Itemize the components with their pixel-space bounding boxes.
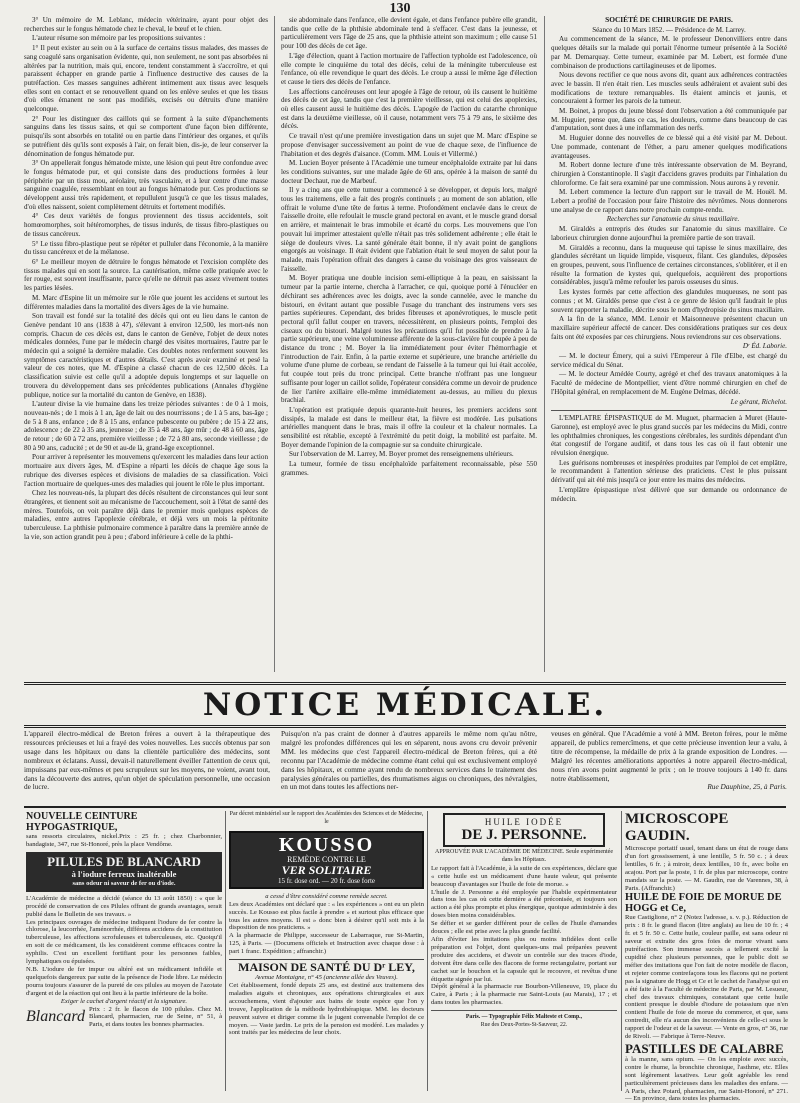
paragraph: M. Giraldès a entrepris des études sur l'anatomie du sinus maxillaire. Ce laborieux chirurgien donne aujourd'hui la première partie de son travail. [551, 225, 787, 242]
ad-paragraph: Microscope portatif usuel, tenant dans un étui de rouge dans d'un fort grossissement, à une lentille, 5 fr. 50 c. ; à deux lentilles, 6 fr. ; à miroir, deux lentilles, 10 fr., avec boîte en acajou. Port par la poste, 1 fr. de plus par microscope, contre mandats sur la poste. — M. Gaudin, rue de Varennes, 38, à Paris. (Affranchir.) [625, 845, 788, 892]
paragraph: Il y a cinq ans que cette tumeur a commencé à se développer, et depuis lors, malgré tous les traitemens, elle a fait des progrès continuels ; au moment de son ablation, elle offrait le volume d'une tête de fœtus à terme. Profondément enclavée dans le creux de l'aisselle droite, elle refoulait le muscle grand pectoral en avant, et le muscle grand dorsal en arrière, et maintenait le bras immobile et écarté du corps. Les mouvemens que l'on pouvait lui imprimer attestaient qu'elle n'était pas très solidement adhérente ; elle était le siège de douleurs vives. La santé générale était bonne, il n'y avait point de ganglions engorgés au voisinage. Il était évident que l'ablation était le seul moyen de salut pour la malade, mais l'opération offrait des dangers à cause du voisinage des gros vaisseaux de l'aisselle. [281, 186, 537, 273]
paragraph: Chez les nouveau-nés, la plupart des décès résultent de circonstances qui leur sont étrangères, et tiennent soit au mécanisme de l'accouchement, soit à l'état de santé des mères. Toutefois, on voit paraître déjà dans le premier mois quelques espèces de maladies, entre autres l'apoplexie cérébrale, et déjà vers un mois la péritonite tuberculeuse. La phthisie pulmonaire commence à paraître dans la première année de la vie, son action grandit peu à peu ; d'abord inférieure à celle de la phthi- [24, 489, 268, 541]
ad-tagline: a cessé d'être considéré comme remède secret. [265, 892, 388, 900]
ad-header: Par décret ministériel sur le rapport des Académies des Sciences et de Médecine, le [229, 811, 424, 825]
paragraph: sie abdominale dans l'enfance, elle devient égale, et dans l'enfance pubère elle grandit, tandis que celle de la phthisie abdominale tend à s'effacer. C'est dans la jeunesse, et particulièrement vers l'âge de 25 ans, que la phthisie atteint son maximum ; elle cause 51 pour 100 des décès de cet âge. [281, 16, 537, 51]
paragraph: M. Giraldès a reconnu, dans la muqueuse qui tapisse le sinus maxillaire, des glandules sécrétant un liquide limpide, visqueux, filant. Ces glandules, déposées en groupes, peuvent, sous l'influence de certaines circonstances, s'oblitérer, et il en résulte la formation de kystes qui, quelquefois, acquièrent des proportions considérables, jusqu'à même refouler les parois osseuses du sinus. [551, 243, 787, 287]
notice-title: NOTICE MÉDICALE. [202, 687, 608, 723]
ad-paragraph: Le rapport fait à l'Académie, à la suite de ces expériences, déclare que « cette huile est un médicament d'une haute valeur, qui présente beaucoup d'avantages sur l'huile de foie de morue. » [431, 864, 617, 888]
maison-title: MAISON DE SANTÉ DU Dʳ LEY, [229, 959, 424, 974]
paragraph: 6° Le meilleur moyen de détruire le fongus hématode et l'excision complète des tissus malades qui en sont la source. La cautérisation, même celle pratiquée avec le fer rouge, est souvent insuffisante, parce qu'elle ne détruit pas assez vivement toutes les parties lésées. [24, 257, 268, 293]
column-1 [24, 16, 268, 672]
paragraph: L'âge d'élection, quant à l'action mortuaire de l'affection typhoïde est l'adolescence, où elle compte le cinquième du total des décès, celui de la méningite tuberculeuse est l'enfance, où elle revendique le quart des décès. Le croup a aussi le même âge d'élection et cause le tiers des décès de l'enfance. [281, 51, 537, 86]
paragraph: Au commencement de la séance, M. le professeur Denonvilliers entre dans quelques détails sur la malade qui portait l'énorme tumeur présentée à la Société par M. Demarquay. Cette tumeur, examinée par M. Lebert, est formée d'une combinaison de productions cartilagineuses et de lipomes. [551, 35, 787, 70]
microscope-title: MICROSCOPE GAUDIN. [625, 811, 729, 844]
ad-paragraph: Les guérisons nombreuses et inespérées produites par l'emploi de cet emplâtre, le recommandent à l'attention sérieuse des praticiens. C'est le plus puissant dérivatif qui ait été mis jusqu'à ce jour entre les mains des médecins. [551, 458, 787, 485]
pastilles-title: PASTILLES DE CALABRE [625, 1040, 784, 1056]
imprint: Paris. — Typographie Félix Malteste et Comp., [465, 1014, 583, 1021]
blancard-line: à l'iodure ferreux inaltérable [71, 868, 177, 879]
ad-microscope-hogg [625, 811, 788, 1103]
column-3 [551, 16, 787, 672]
paragraph: L'auteur résume son mémoire par les propositions suivantes : [32, 34, 206, 43]
ad-paragraph: Se défier et se garder différent pour de celles de l'huile d'amandes douces ; elle est prise avec la plus grande facilité. [431, 920, 617, 936]
ad-divider [427, 811, 428, 1091]
paragraph: A la fin de la séance, MM. Lenoir et Maisonneuve présentent chacun un maxillaire supérieur affecté de cancer. Des considérations pratiques sur ces deux faits ont été exposées par ces chirurgiens. Nous reviendrons sur ces observations. [551, 315, 787, 341]
ad-paragraph: Rue Castiglione, n° 2 (Notez l'adresse, s. v. p.). Réduction de prix : 8 fr. le grand flacon (litre anglais) au lieu de 10 fr. ; 4 fr. et 5 fr. 50 c. Cette huile, couleur paille, est sans odeur ni saveur et extraite des gros foies de morue vivant sans putréfaction. Son immense succès a tellement excité la cupidité chez plusieurs personnes, que le public doit se méfier des imitations que l'on fait de notre modèle de flacon, et rejeter comme contrefaçons tous les flacons qui ne portent pas la signature de Hogg et Ce et le cachet de l'analyse qui en a été faite à la Faculté de médecine de Paris, par M. Lesueur, chef des travaux chimiques, constatant que cette huile contient presque le double d'iodure de potassium que n'en contient l'huile de foie de morue du commerce, et que, sans contredit, elle n'a aucun des inconvéniens de celle-ci sous le rapport de l'odeur et de la saveur. — Vente en gros, n° 36, rue de Rivoli. — Fabrique à Terre-Neuve. [625, 914, 788, 1041]
huile-brand: DE J. PERSONNE. [461, 827, 587, 843]
huile-title: HUILE IODÉE [484, 817, 564, 827]
paragraph: M. Boinet, à propos du jeune blessé dont l'observation a été communiquée par M. Huguier, pense que, dans ce cas, les douleurs, comme dans beaucoup de cas d'amputation, sont dues à une inflammation des nerfs. [551, 107, 787, 133]
ad-paragraph: Exiger le cachet d'argent réactif et la signature. [60, 997, 188, 1005]
paragraph: 2° Pour les distinguer des caillots qui se forment à la suite d'épanchements sanguins dans les tissus sains, et qui se comportent d'une façon bien différente, puisqu'ils sont absorbés en totalité ou en partie dans l'intérieur des organes, et qu'ils se putréfient dès qu'ils sont exposés à l'air, on ferait bien, dis-je, de leur conserver la dénomination de fongus hématode pur. [24, 114, 268, 158]
blancard-title: PILULES DE BLANCARD [47, 853, 201, 869]
ad-subtitle: sans ressorts circulaires, nickel.Prix : 25 fr. ; chez Charbonnier, bandagiste, 347, rue St-Honoré, près la place Vendôme. [26, 833, 222, 848]
ad-kousso-ley [229, 811, 424, 1091]
ad-paragraph: A la pharmacie de Philippe, successeur de Labarraque, rue St-Martin, 125, à Paris. — (Documens officiels et Instruction avec chaque dose : à part 1 franc. Expédition ; affranchir.) [229, 932, 424, 956]
ad-paragraph: Cet établissement, fondé depuis 25 ans, est destiné aux traitemens des maladies aiguës et chroniques, aux opérations chirurgicales et aux accouchemens, vient d'ajouter aux bains de toute espèce que l'on y trouve, l'application de la méthode hydrothérapique. MM. les docteurs peuvent suivre et diriger comme ils le jugent convenable l'emploi de ce moyen. — Vaste jardin. Le prix de la pension est modéré. Les malades y sont traités par les médecins de leur choix. [229, 981, 424, 1037]
paragraph: M. Lucien Boyer présente à l'Académie une tumeur encéphaloïde extraite par lui dans les conditions suivantes, sur une malade âgée de 60 ans, opérée à la maison de santé du docteur Dechaut, rue de Marbeuf. [281, 159, 537, 185]
ad-paragraph: L'huile de J. Personne a été employée par l'habile expérimentateur dans tous les cas où cette dernière a été préconisée, et toujours son action a été plus prompte et plus énergique, quoique administrée à des doses bien moins considérables. [431, 888, 617, 920]
paragraph: M. Marc d'Espine lit un mémoire sur le rôle que jouent les accidens et surtout les différentes maladies dans la mortalité des divers âges de la vie humaine. [24, 293, 268, 311]
ad-paragraph: N.B. L'iodure de fer impur ou altéré est un médicament infidèle et quelquefois dangereux par suite de la présence de l'iode libre. Le médecin pourra toujours s'assurer de la pureté de ces pilules au moyen de l'azotate d'argent et de la réaction qui ont lieu à la partie inférieure de la boîte. [26, 965, 222, 997]
paragraph: L'opération est pratiquée depuis quarante-huit heures, les premiers accidens sont dissipés, la malade est dans le meilleur état, la fièvre est modérée. Les pulsations artérielles manquent dans le bras, mais il offre la couleur et la chaleur normales. La sensibilité est rétablie, excepté à l'extrémité du petit doigt, la mobilité est parfaite. M. Boyer demande l'opinion de la compagnie sur sa conduite chirurgicale. [281, 405, 537, 449]
paragraph: Ce travail n'est qu'une première investigation dans un sujet que M. Marc d'Espine se propose d'envisager successivement au point de vue de chaque sexe, de l'influence de l'habitation et des degrés d'aisance. (Comm. MM. Louis et Villermé.) [281, 132, 537, 158]
kousso-line: REMÈDE CONTRE LE [287, 854, 366, 864]
ad-paragraph: Les deux Académies ont déclaré que : « les expériences » ont eu un plein succès. Le Kousso est plus facile à prendre » et surtout plus efficace que tous les autres moyens. Il est » donc bien à désirer qu'il soit mis à la disposition de nos praticiens. » [229, 900, 424, 932]
gerant-signature: Le gérant, Richelot. [730, 397, 787, 406]
page-number: 130 [389, 1, 411, 16]
ad-ceinture-blancard [26, 811, 222, 1091]
column-divider [274, 16, 275, 672]
paragraph: Nous devons rectifier ce que nous avons dit, quant aux adhérences contractées avec le bassin. Il n'en était rien. Les muscles seuls adhéraient et avaient subi des modifications de texture remarquables. Ils étaient amincis et jaunis, et concouraient à former les parois de la tumeur. [551, 71, 787, 106]
ad-divider [225, 811, 226, 1091]
ad-paragraph: Dépôt général à la pharmacie rue Bourbon-Villeneuve, 19, place du Caire, à Paris ; à la pharmacie rue Saint-Louis (au Marais), 17 ; et dans toutes les pharmacies. [431, 983, 617, 1007]
ad-paragraph: Afin d'éviter les imitations plus ou moins infidèles dont celle préparation est l'objet, dont quelques-uns mal préparées peuvent produire des accidens, et d'avoir un contrôle sur des traces d'iode, doivent être dans celle des flacons de forme rectangulaire, portant sur cachet sur le bouchon et la capsule qui le recouvre, et revêtus d'une étiquette signée par lui. [431, 935, 617, 983]
ad-paragraph: L'EMPLATRE ÉPISPASTIQUE de M. Muguet, pharmacien à Muret (Haute-Garonne), est employé avec le plus grand succès par les médecins du Midi, contre les ophthalmies chroniques, les congestions cérébrales, les surdités dépendant d'un état congestif de l'organe auditif, et dans tous les cas où il faut obtenir une révulsion énergique. [551, 414, 787, 458]
column-divider [544, 16, 545, 672]
paragraph: 1° Il peut exister au sein ou à la surface de certains tissus malades, des masses de sang coagulé sans organisation évidente, qui, non seulement, ne sont pas absorbées ni altérées par la nutrition, mais qui, encore, tendent constamment à s'accroître, et qui paraissent échapper en grande partie à l'influence destructive des causes de la putréfaction. Ces masses sanguines adhèrent intimement aux tissus avec lesquels elles sont en contact et se renouvellent quand on les enlève seules et que les tissus d'où elles émanent ne sont pas modifiés, excisés ou détruits d'une manière quelconque. [24, 44, 268, 114]
paragraph: La tumeur, formée de tissu encéphaloïde parfaitement reconnaissable, pèse 550 grammes. [281, 460, 537, 477]
notice-col-2: Puisqu'on n'a pas craint de donner à d'autres appareils le même nom qu'au nôtre, malgré les profondes différences qui les en séparent, nous avons cru devoir prévenir MM. les médecins que c'est l'appareil électro-médical de Breton frères, qui a été reconnu par l'Académie de médecine comme étant celui qui est exclusivement employé dans les hôpitaux, et comme ayant rendu de nombreux services dans le traitement des paralysies générales ou partielles, des rhumatismes aigus ou chroniques, des névralgies, en un mot dans toutes les affections ner- [281, 729, 537, 792]
huile-banner [443, 813, 605, 847]
ad-paragraph: L'emplâtre épispastique n'est délivré que sur demande ou ordonnance de médecin. [551, 485, 787, 503]
blancard-line: sans odeur ni saveur de fer ou d'iode. [72, 879, 176, 887]
paragraph: Son travail est fondé sur la totalité des décès qui ont eu lieu dans le canton de Genève pendant 10 ans (1838 à 47), s'élevant à environ 12,500, les mort-nés non compris. Chacun de ces décès est, dans le canton de Genève, l'objet de deux notes médicales données, l'une par le médecin chargé des visites mortuaires, l'autre par le médecin qui a soigné la dernière maladie. Ces doubles notes renferment souvent les symptômes caractéristiques et d'autres détails. C'est après avoir examiné et pesé la valeur de ces notes, que M. d'Espine a classé chacun de ces 12,500 décès. La classification suivie est celle qu'il a adoptée depuis longtemps et sur laquelle on trouvera du développement dans ses précédentes publications (Annales d'hygiène publique, notice sur la mortalité du canton de Genève, en 1838). [24, 312, 268, 399]
section-subtitle: Séance du 10 Mars 1852. — Présidence de M. Larrey. [592, 25, 746, 34]
ad-paragraph: à la manne, sans opium. — On les emploie avec succès, contre le rhume, la bronchite chronique, l'asthme, etc. Elles sont légèrement laxatives. Leur goût agréable les rend particulièrement précieuses dans les maladies des enfans. — A Paris, chez Potard, pharmacien, rue Saint-Honoré, n° 271. — En province, dans toutes les pharmacies. [625, 1055, 788, 1103]
imprint-address: Rue des Deux-Portes-St-Sauveur, 22. [480, 1022, 568, 1029]
ad-price: Prix : 2 fr. le flacon de 100 pilules. Chez M. Blancard, pharmacien, rue de Seine, n° 51, à Paris, et dans toutes les bonnes pharmacies. [88, 1005, 222, 1029]
paragraph: Les affections cancéreuses ont leur apogée à l'âge de retour, où ils causent le huitième des décès de cet âge, tandis que c'est la première vieillesse, qui est celui des apoplexies, où elles causent aussi le huitième des décès. L'apogée de l'action du catarrhe chronique est dans la deuxième vieillesse, où il cause, notamment vers 75 à 79 ans, le sixième des décès. [281, 87, 537, 131]
kousso-title: KOUSSO [278, 833, 375, 856]
kousso-banner [229, 831, 424, 889]
paragraph: M. Robert donne lecture d'une très intéressante observation de M. Beyrand, chirurgien à Constantinople. Il s'agit d'accidens graves produits par l'inhalation du chloroforme. Ce fait sera examiné par une commission. Nous aurons à y revenir. [551, 161, 787, 187]
column-2 [281, 16, 537, 672]
hogg-title: HUILE DE FOIE DE MORUE DE HOGG et Ce, [625, 892, 782, 915]
paragraph: L'auteur divise la vie humaine dans les treize périodes suivantes : de 0 à 1 mois, nouveau-nés ; de 1 mois à 1 an, âge de lait ou des nourrissons ; de 1 à 5 ans, bas-âge ; de 5 à 8 ans, enfance ; de 8 à 15 ans, enfance pubescente ou pubère ; de 15 à 22 ans, adolescence ; de 22 à 35 ans, jeunesse ; de 35 à 48 ans, âge mûr ; de 48 à 60 ans, âge de retour ; de 60 à 72 ans, première vieillesse ; de 72 à 80 ans, seconde vieillesse ; de 80 à 90 ans, caducité ; et de 90 et au-de là, grand-âge exceptionnel. [24, 400, 268, 452]
paragraph: Pour arriver à représenter les mouvemens qu'exercent les maladies dans leur action mortuaire aux divers âges, M. d'Espine a réparti les décès de chaque âge sous la rubrique des diverses espèces et divisions de maladies de sa classification. Voici l'action mortuaire de quelques-unes des maladies qui jouent le rôle le plus important. [24, 453, 268, 488]
maison-address: Avenue Montaigne, n° 45 (ancienne allée des Veuves). [255, 974, 398, 982]
paragraph: Les kystes formés par cette affection des glandules muqueuses, ne sont pas connus ; et M. Giraldès pense que c'est à ce genre de lésion qu'il faudrait le plus souvent rapporter la maladie, décrite sous le nom d'hydropisie du sinus maxillaire. [551, 288, 787, 314]
ad-huile-iodee [431, 811, 617, 1091]
ads-divider [24, 806, 786, 808]
emplatre-ad [551, 410, 787, 503]
author-signature: Dʳ Éd. Laborie. [742, 342, 787, 351]
ad-divider [621, 811, 622, 1091]
notice-address: Rue Dauphine, 25, à Paris. [707, 782, 787, 792]
paragraph: 3° On appellerait fongus hématode mixte, une lésion qui peut être confondue avec le fongus hématode pur, et qui consiste dans des productions formées à leur périphérie par un tissu mou, aréolaire, très vasculaire, et à leur centre d'une masse sanguine coagulée, ressemblant en tout au fongus hématode pur. Ces productions se développent aussi très rapidement, et repullulent jusqu'à ce que les tissus malades, d'où elles naissent, soient complètement détruits et fortement modifiés. [24, 159, 268, 211]
kousso-price: 15 fr. dose ord. — 20 fr. dose forte [277, 876, 375, 885]
paragraph: 5° Le tissu fibro-plastique peut se répéter et pulluler dans l'économie, à la manière du tissu cancéreux et de la mélanose. [24, 239, 268, 257]
ad-approved: APPROUVÉE PAR L'ACADÉMIE DE MÉDECINE. Seule expérimentée dans les Hôpitaux. [434, 849, 613, 863]
ad-paragraph: L'Académie de médecine a décidé (séance du 13 août 1850) : « que le procédé de conservation de ces Pilules offrant de grands avantages, serait publié dans le Bulletin de ses travaux. » [26, 894, 222, 918]
notice-text: veuses en général. Que l'Académie a voté à MM. Breton frères, pour le même appareil, de publics remercîmens, et que cette précieuse invention leur a valu, à titre de récompense, la médaille de prix à la grande exposition de Londres. — Malgré les récentes améliorations apportées à notre appareil électro-médical, nous n'en avons point augmenté le prix ; on le trouve toujours à 140 fr. dans notre établissement, [551, 729, 787, 783]
ad-title: NOUVELLE CEINTURE HYPOGASTRIQUE, [26, 811, 138, 833]
blancard-signature: Blancard [26, 1008, 85, 1026]
paragraph: M. Boyer pratiqua une double incision semi-elliptique à la peau, en saisissant la tumeur par la partie interne, chercha à l'arracher, ce qui, quoique porté à l'énucléer en déchirant ses adhérences avec les doigts, avec la sonde cannelée, avec le manche du bistouri, en évitant autant que possible l'usage du tranchant des instrumens vers ses parties supérieures. Cependant, des brides fibreuses et aponévrotiques, le muscle petit pectoral qu'il fallut couper en travers, nécessitèrent, en plusieurs points, l'emploi des ciseaux ou du bistouri. Malgré toutes les précautions qu'il fut possible de prendre à la partie supérieure, une veine volumineuse afférente de la sous-clavière fut coupée à peu de distance du tronc ; M. Boyer la lia immédiatement pour éviter l'hémorrhagie et l'introduction de l'air. Enfin, à la partie externe et supérieure, une branche artérielle du volume d'une plume de corbeau, se rendant de l'aisselle à la tumeur qui lui était accolée, fut coupée tout près du tronc principal. Cette branche n'offrant pas une longueur suffisante pour loger un caillot solide, l'opérateur considéra comme un devoir de prudence de lier l'artère axillaire elle-même immédiatement au-dessus, au milieu du plexus brachial. [281, 274, 537, 405]
paragraph: M. Huguier donne des nouvelles de ce blessé qui a été visité par M. Debout. Une pommade, contenant de l'éther, a paru amener quelques modifications avantageuses. [551, 134, 787, 160]
ad-paragraph: Les principaux ouvrages de médecine indiquent l'iodure de fer contre la chlorose, la leucorrhée, l'aménorrhée, différens accidens de la constitution tuberculeuse, les affections scrofuleuses et tuberculeuses, etc. Quoiqu'il en soit de ce médicament, ils les considèrent comme efficaces contre la syphilis. C'est un excellent fortifiant pour les personnes faibles, lymphatiques ou épuisées. [26, 918, 222, 966]
paragraph: 3° Un mémoire de M. Leblanc, médecin vétérinaire, ayant pour objet des recherches sur le fongus hématode chez le cheval, le bœuf et le chien. [24, 16, 268, 33]
subsection-title: Recherches sur l'anatomie du sinus maxillaire. [606, 215, 740, 224]
paragraph: M. Lebert commence la lecture d'un rapport sur le travail de M. Houël. M. Lebert a profité de l'occasion pour faire l'histoire des névrômes. Nous donnerons une analyse de ce rapport dans notre prochain compte-rendu. [551, 188, 787, 214]
news-note: — M. le docteur Émery, qui a suivi l'Empereur à l'île d'Elbe, est chargé du service médical du Sénat. [551, 352, 787, 369]
blancard-banner [26, 852, 222, 892]
divider [431, 1010, 617, 1011]
news-note: — M. le docteur Amédée Courty, agrégé et chef des travaux anatomiques à la Faculté de médecine de Montpellier, vient d'être nommé chirurgien en chef de l'Hôpital général, en remplacement de M. Eugène Delmas, décédé. [551, 370, 787, 396]
notice-col-3 [551, 730, 787, 802]
kousso-line: VER SOLITAIRE [281, 862, 372, 877]
notice-banner [24, 682, 786, 728]
paragraph: 4° Ces deux variétés de fongus proviennent des tissus accidentels, soit homœomorphes, soit hétéromorphes, de tissus indurés, de tissus fibro-plastiques ou de tissus cancéreux. [24, 212, 268, 238]
section-title: SOCIÉTÉ DE CHIRURGIE DE PARIS. [605, 15, 733, 24]
notice-col-1: L'appareil électro-médical de Breton frères a ouvert à la thérapeutique des ressources précieuses et lui a frayé des voies nouvelles. Les succès obtenus par son usage dans les hôpitaux ou dans la clientèle particulière des médecins, sont nombreux et éclatans. Aussi, devait-il naturellement éveiller l'attention de ceux qui, impuissans par eux-mêmes et peu scrupuleux sur les moyens, ne voient, avant tout, dans la découverte des autres, qu'un objet de spéculation personnelle, une occasion de lucre. [24, 729, 270, 792]
paragraph: Sur l'observation de M. Larrey, M. Boyer promet des renseignemens ultérieurs. [289, 450, 514, 459]
